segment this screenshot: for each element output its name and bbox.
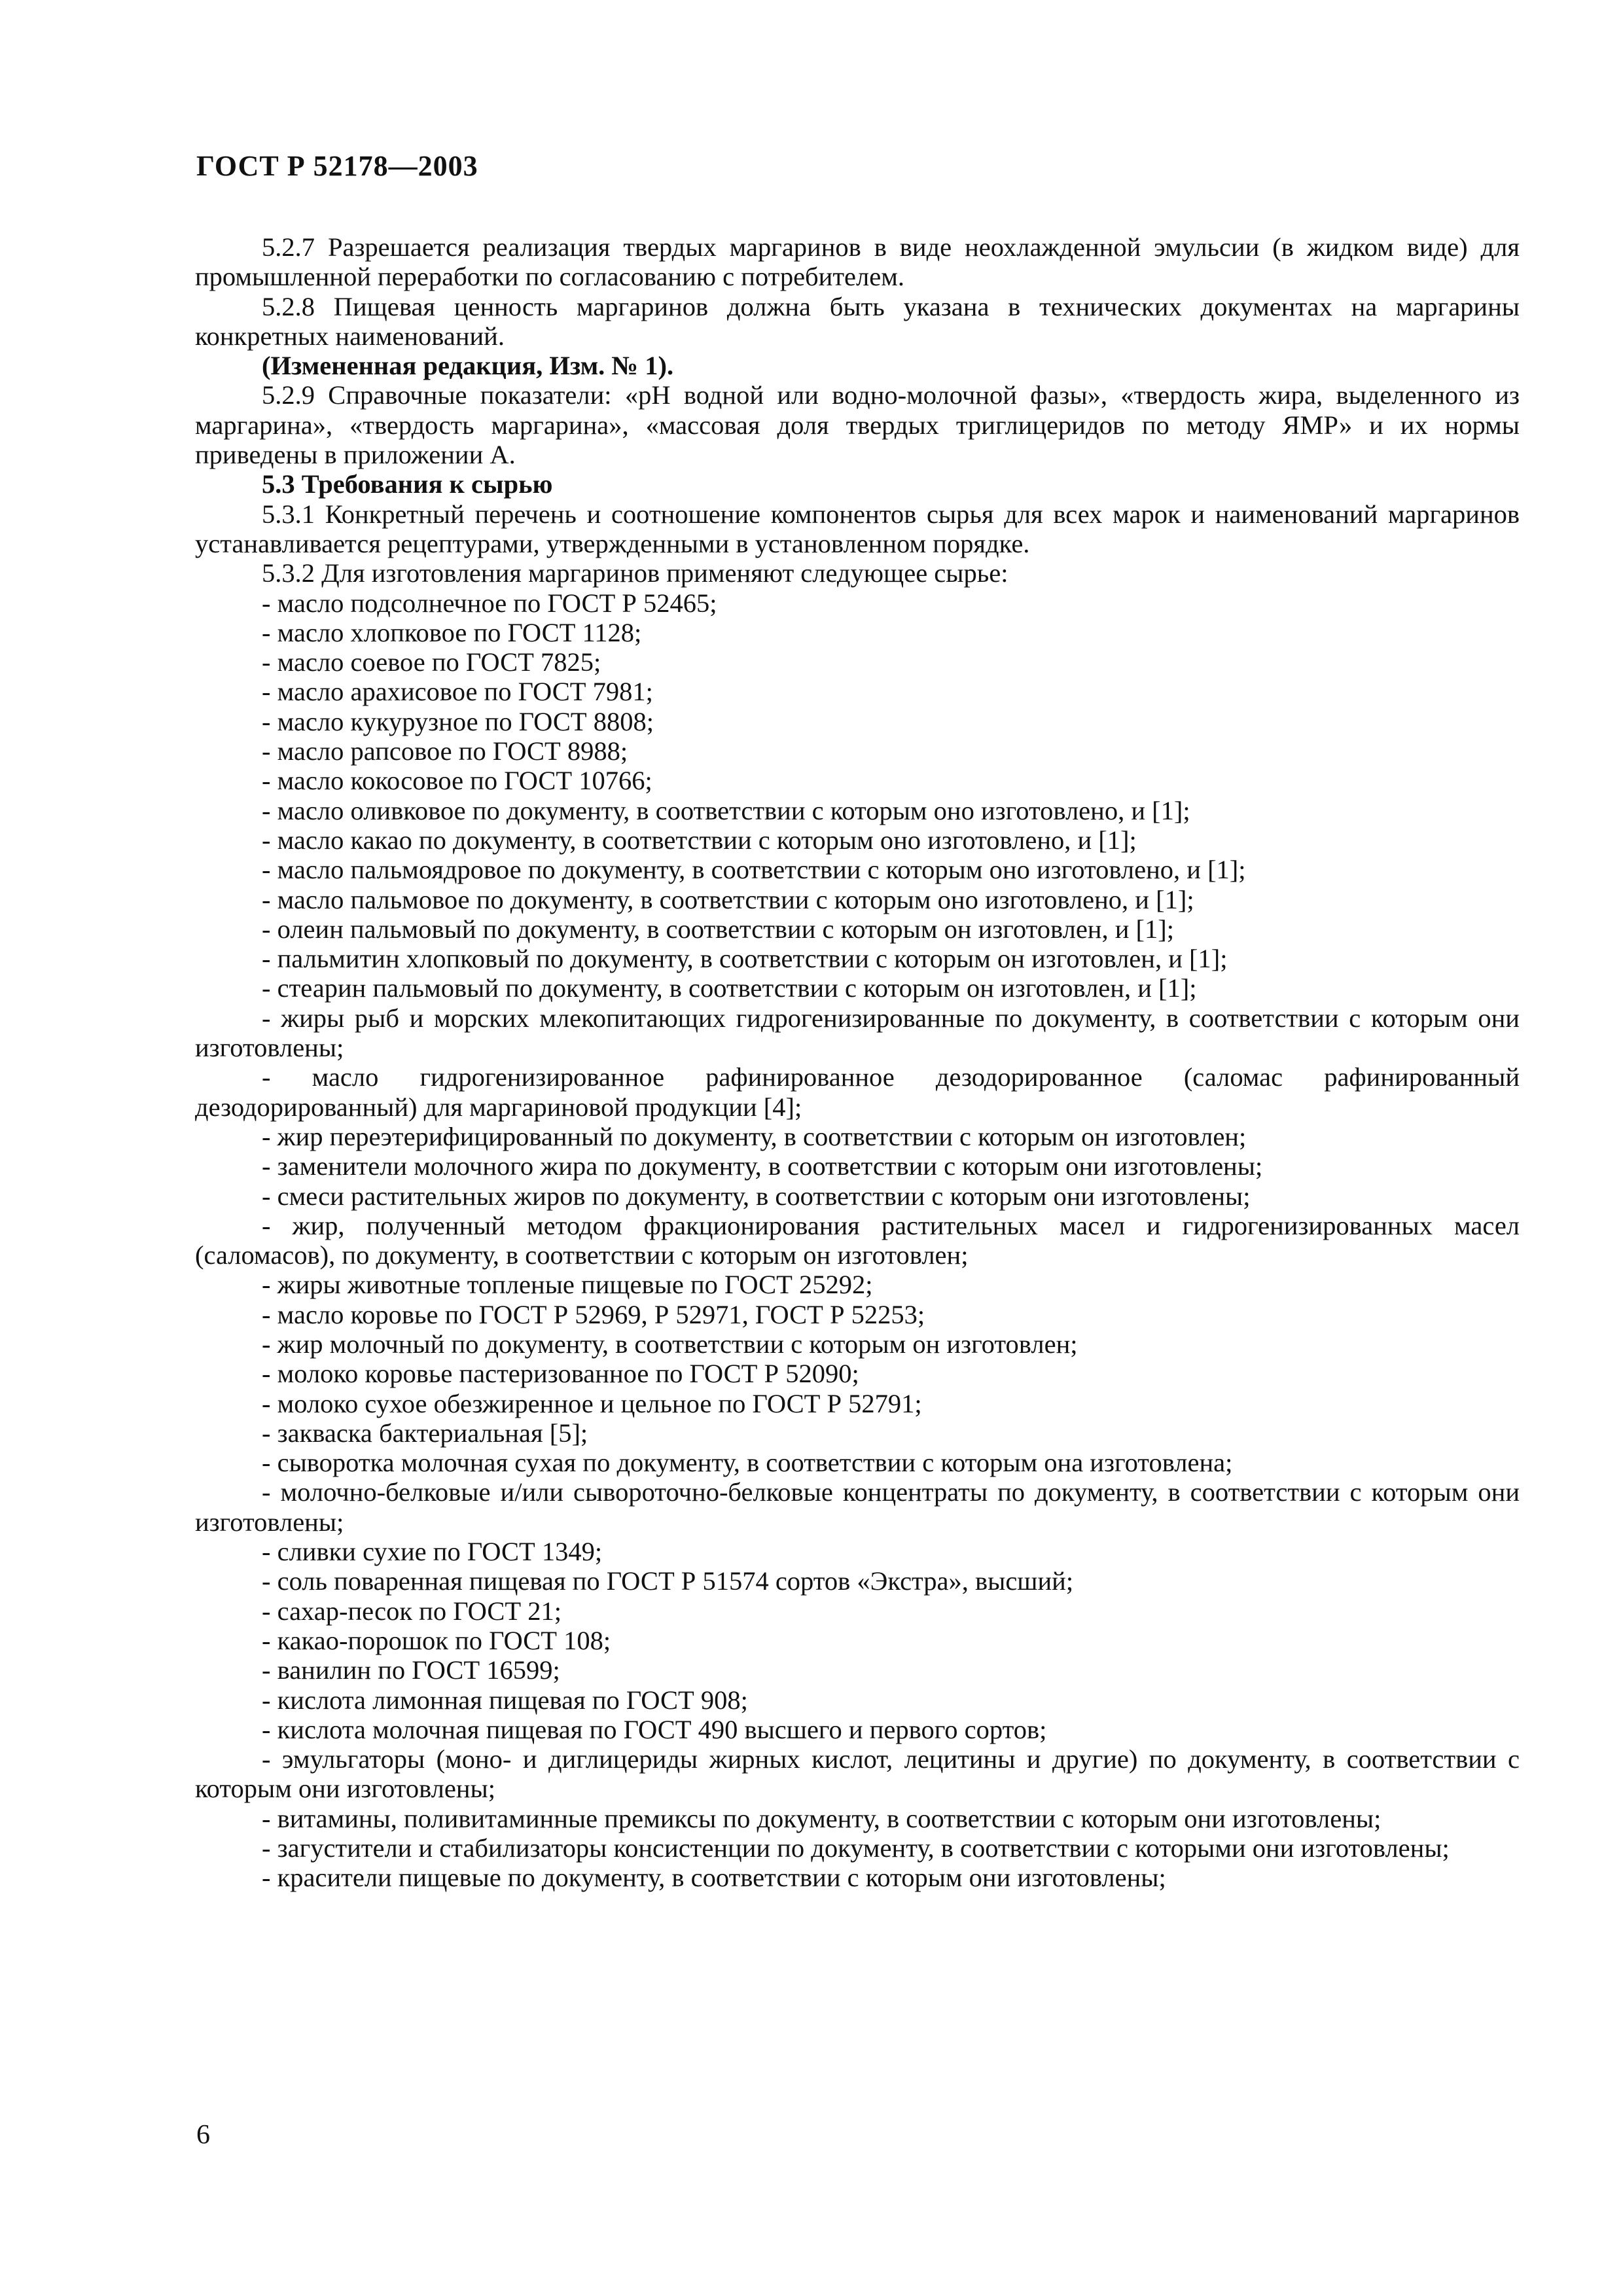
paragraph: - масло оливковое по документу, в соответствии с которым оно изготовлено, и [1]; [262,795,1190,825]
paragraph: - жир, полученный методом фракционирования растительных масел и гидрогенизированных масел (саломасов), по документу, в соответствии с которым он изготовлен; [195,1210,1520,1270]
paragraph: - смеси растительных жиров по документу, в соответствии с которым они изготовлены; [262,1181,1251,1211]
section-heading: (Измененная редакция, Изм. № 1). [262,351,674,381]
paragraph: - кислота лимонная пищевая по ГОСТ 908; [262,1685,748,1715]
paragraph: - масло кукурузное по ГОСТ 8808; [262,706,654,736]
paragraph: - сахар-песок по ГОСТ 21; [262,1596,562,1626]
paragraph: - ванилин по ГОСТ 16599; [262,1655,560,1685]
document-body [195,232,1520,1893]
paragraph: - кислота молочная пищевая по ГОСТ 490 высшего и первого сортов; [262,1714,1047,1744]
paragraph: - масло хлопковое по ГОСТ 1128; [262,617,642,647]
paragraph: - стеарин пальмовый по документу, в соответствии с которым он изготовлен, и [1]; [262,973,1197,1003]
paragraph: - масло гидрогенизированное рафинированное дезодорированное (саломас рафинированный дезодорированный) для маргариновой продукции [4]; [195,1062,1520,1122]
paragraph: - масло рапсовое по ГОСТ 8988; [262,736,628,766]
paragraph: 5.2.7 Разрешается реализация твердых маргаринов в виде неохлажденной эмульсии (в жидком виде) для промышленной переработки по согласованию с потребителем. [195,232,1520,292]
paragraph: - витамины, поливитаминные премиксы по документу, в соответствии с которым они изготовлены; [262,1803,1382,1833]
paragraph: - жиры рыб и морских млекопитающих гидрогенизированные по документу, в соответствии с которым они изготовлены; [195,1003,1520,1063]
paragraph: - сливки сухие по ГОСТ 1349; [262,1537,603,1567]
paragraph: - масло кокосовое по ГОСТ 10766; [262,766,652,796]
paragraph: - олеин пальмовый по документу, в соответствии с которым он изготовлен, и [1]; [262,914,1175,944]
paragraph: 5.3.1 Конкретный перечень и соотношение компонентов сырья для всех марок и наименований маргаринов устанавливается рецептурами, утвержденными в установленном порядке. [195,499,1520,558]
paragraph: - пальмитин хлопковый по документу, в соответствии с которым он изготовлен, и [1]; [262,944,1228,974]
paragraph: - какао-порошок по ГОСТ 108; [262,1625,611,1655]
paragraph: - закваска бактериальная [5]; [262,1418,588,1448]
paragraph: - масло арахисовое по ГОСТ 7981; [262,677,653,707]
paragraph: - масло соевое по ГОСТ 7825; [262,647,601,677]
paragraph: - загустители и стабилизаторы консистенции по документу, в соответствии с которыми они изготовлены; [262,1833,1450,1863]
paragraph: 5.3.2 Для изготовления маргаринов применяют следующее сырье: [262,558,1008,588]
paragraph: - жиры животные топленые пищевые по ГОСТ 25292; [262,1270,873,1300]
paragraph: - жир молочный по документу, в соответствии с которым он изготовлен; [262,1329,1078,1359]
document-header: ГОСТ Р 52178—2003 [196,150,478,182]
paragraph: - масло подсолнечное по ГОСТ Р 52465; [262,588,717,618]
paragraph: - молочно-белковые и/или сывороточно-белковые концентраты по документу, в соответствии с которым они изготовлены; [195,1477,1520,1537]
paragraph: - заменители молочного жира по документу, в соответствии с которым они изготовлены; [262,1151,1263,1181]
paragraph: - масло какао по документу, в соответствии с которым оно изготовлено, и [1]; [262,825,1137,855]
page-number: 6 [196,2120,210,2150]
paragraph: - эмульгаторы (моно- и диглицериды жирных кислот, лецитины и другие) по документу, в соответствии с которым они изготовлены; [195,1744,1520,1804]
section-heading: 5.3 Требования к сырью [262,469,553,499]
paragraph: - масло коровье по ГОСТ Р 52969, Р 52971, ГОСТ Р 52253; [262,1299,925,1329]
paragraph: - масло пальмовое по документу, в соответствии с которым оно изготовлено, и [1]; [262,884,1194,914]
paragraph: - соль поваренная пищевая по ГОСТ Р 51574 сортов «Экстра», высший; [262,1566,1074,1596]
paragraph: - масло пальмоядровое по документу, в соответствии с которым оно изготовлено, и [1]; [262,855,1246,885]
paragraph: - красители пищевые по документу, в соответствии с которым они изготовлены; [262,1863,1166,1893]
paragraph: - жир переэтерифицированный по документу, в соответствии с которым он изготовлен; [262,1121,1247,1151]
paragraph: 5.2.8 Пищевая ценность маргаринов должна быть указана в технических документах на маргарины конкретных наименований. [195,291,1520,351]
paragraph: - молоко коровье пастеризованное по ГОСТ Р 52090; [262,1359,859,1389]
paragraph: 5.2.9 Справочные показатели: «pH водной или водно-молочной фазы», «твердость жира, выделенного из маргарина», «твердость маргарина», «массовая доля твердых триглицеридов по методу ЯМР» и их нормы приведены в приложении А. [195,380,1520,470]
paragraph: - молоко сухое обезжиренное и цельное по ГОСТ Р 52791; [262,1388,922,1418]
paragraph: - сыворотка молочная сухая по документу, в соответствии с которым она изготовлена; [262,1448,1233,1478]
